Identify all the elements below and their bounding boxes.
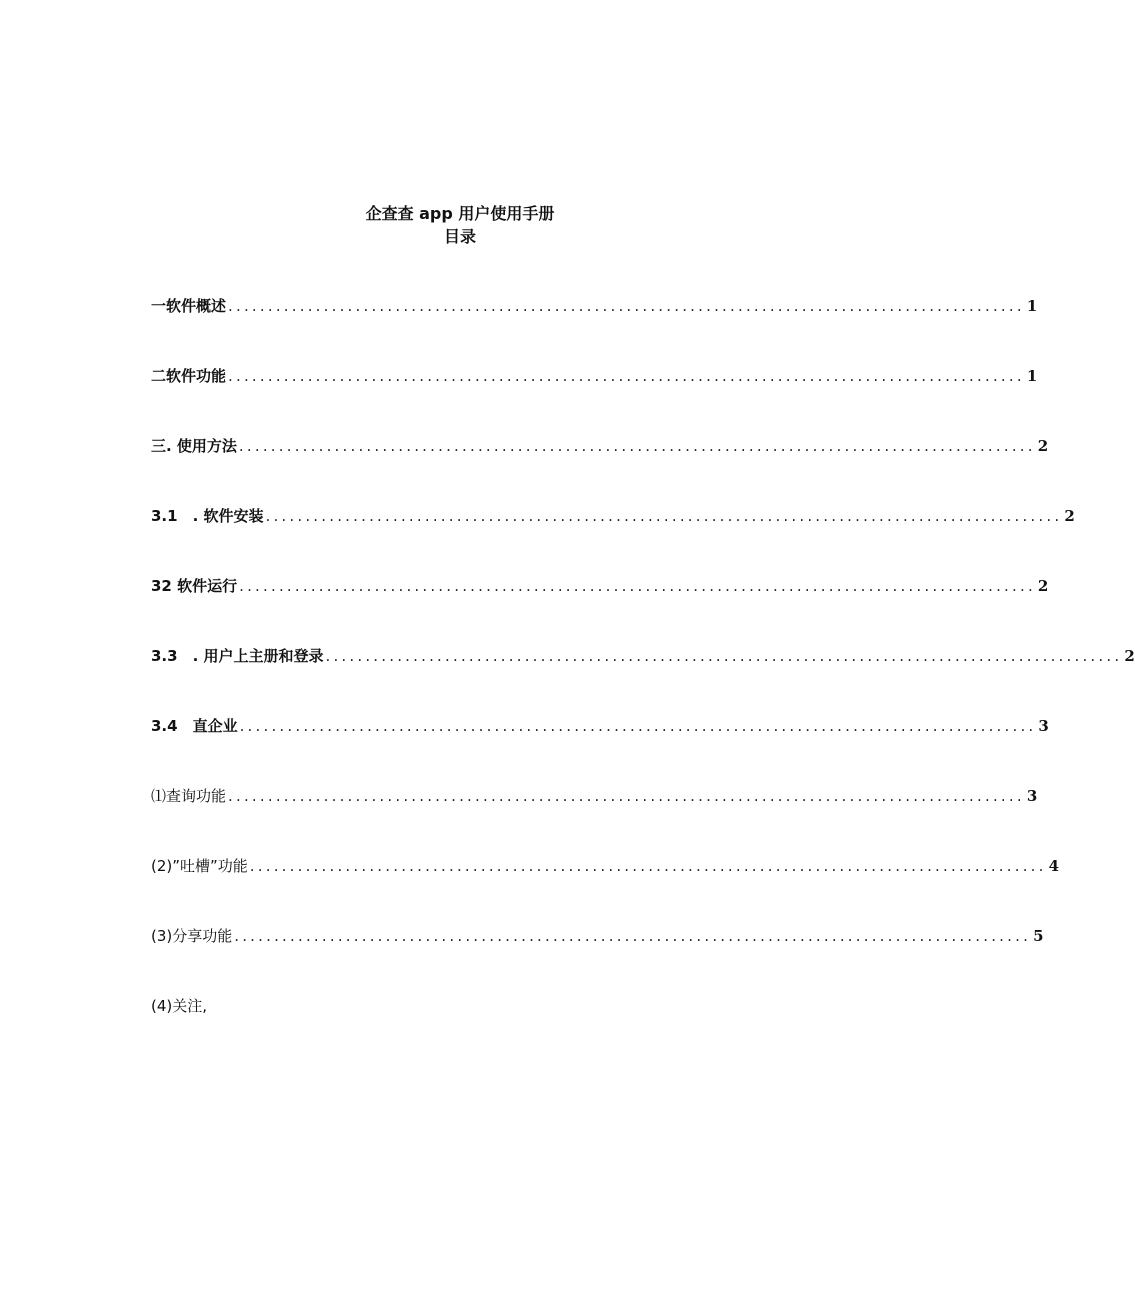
toc-page-number: 2 bbox=[1124, 647, 1135, 665]
toc-page-number: 1 bbox=[1026, 367, 1038, 385]
toc-entry-label: (3)分享功能 bbox=[151, 927, 233, 945]
toc-entry-label: 3.4 直企业 bbox=[151, 717, 238, 735]
toc-entry-label: (4)关注, bbox=[151, 997, 208, 1015]
toc-dot-leader: .................................................................................................... bbox=[228, 787, 1025, 805]
toc-dot-leader: .................................................................................................... bbox=[249, 857, 1047, 875]
toc-page-number: 2 bbox=[1037, 437, 1049, 455]
toc-dot-leader: .................................................................................................... bbox=[265, 507, 1063, 525]
toc-entry-label: (2)”吐槽”功能 bbox=[151, 857, 248, 875]
toc-entry-query-function[interactable] bbox=[151, 786, 1038, 806]
toc-page-number: 3 bbox=[1026, 787, 1038, 805]
toc-entry-software-overview[interactable] bbox=[151, 296, 1038, 316]
document-title: 企查查 app 用户使用手册 bbox=[365, 204, 555, 223]
toc-page-number: 2 bbox=[1037, 577, 1049, 595]
toc-entry-label: 32 软件运行 bbox=[151, 577, 238, 595]
toc-entry-company-lookup[interactable] bbox=[151, 716, 1049, 736]
toc-page-number: 1 bbox=[1026, 297, 1038, 315]
toc-entry-complaint-function[interactable] bbox=[151, 856, 1060, 876]
toc-entry-register-login[interactable] bbox=[151, 646, 1135, 666]
toc-entry-label: ⑴查询功能 bbox=[151, 787, 227, 805]
toc-page-number: 4 bbox=[1048, 857, 1060, 875]
toc-entry-label: 三. 使用方法 bbox=[151, 437, 237, 455]
toc-entry-usage-method[interactable] bbox=[151, 436, 1049, 456]
toc-entry-software-install[interactable] bbox=[151, 506, 1075, 526]
toc-entry-label: 二软件功能 bbox=[151, 367, 227, 385]
toc-entry-software-run[interactable] bbox=[151, 576, 1049, 596]
toc-page-number: 5 bbox=[1033, 927, 1044, 945]
toc-page-number: 2 bbox=[1064, 507, 1075, 525]
toc-dot-leader: .................................................................................................... bbox=[238, 437, 1036, 455]
toc-dot-leader: .................................................................................................... bbox=[228, 297, 1025, 315]
toc-entry-label: 3.3 . 用户上主册和登录 bbox=[151, 647, 324, 665]
toc-dot-leader: .................................................................................................... bbox=[228, 367, 1025, 385]
toc-dot-leader: .................................................................................................... bbox=[234, 927, 1032, 945]
toc-entry-share-function[interactable] bbox=[151, 926, 1044, 946]
toc-dot-leader: .................................................................................................... bbox=[239, 717, 1037, 735]
toc-dot-leader: .................................................................................................... bbox=[239, 577, 1036, 595]
toc-entry-follow[interactable] bbox=[151, 996, 207, 1016]
toc-entry-label: 3.1 . 软件安装 bbox=[151, 507, 264, 525]
toc-heading: 目录 bbox=[443, 227, 476, 246]
toc-dot-leader: .................................................................................................... bbox=[325, 647, 1123, 665]
toc-page-number: 3 bbox=[1038, 717, 1049, 735]
toc-entry-software-features[interactable] bbox=[151, 366, 1038, 386]
toc-entry-label: 一软件概述 bbox=[151, 297, 227, 315]
